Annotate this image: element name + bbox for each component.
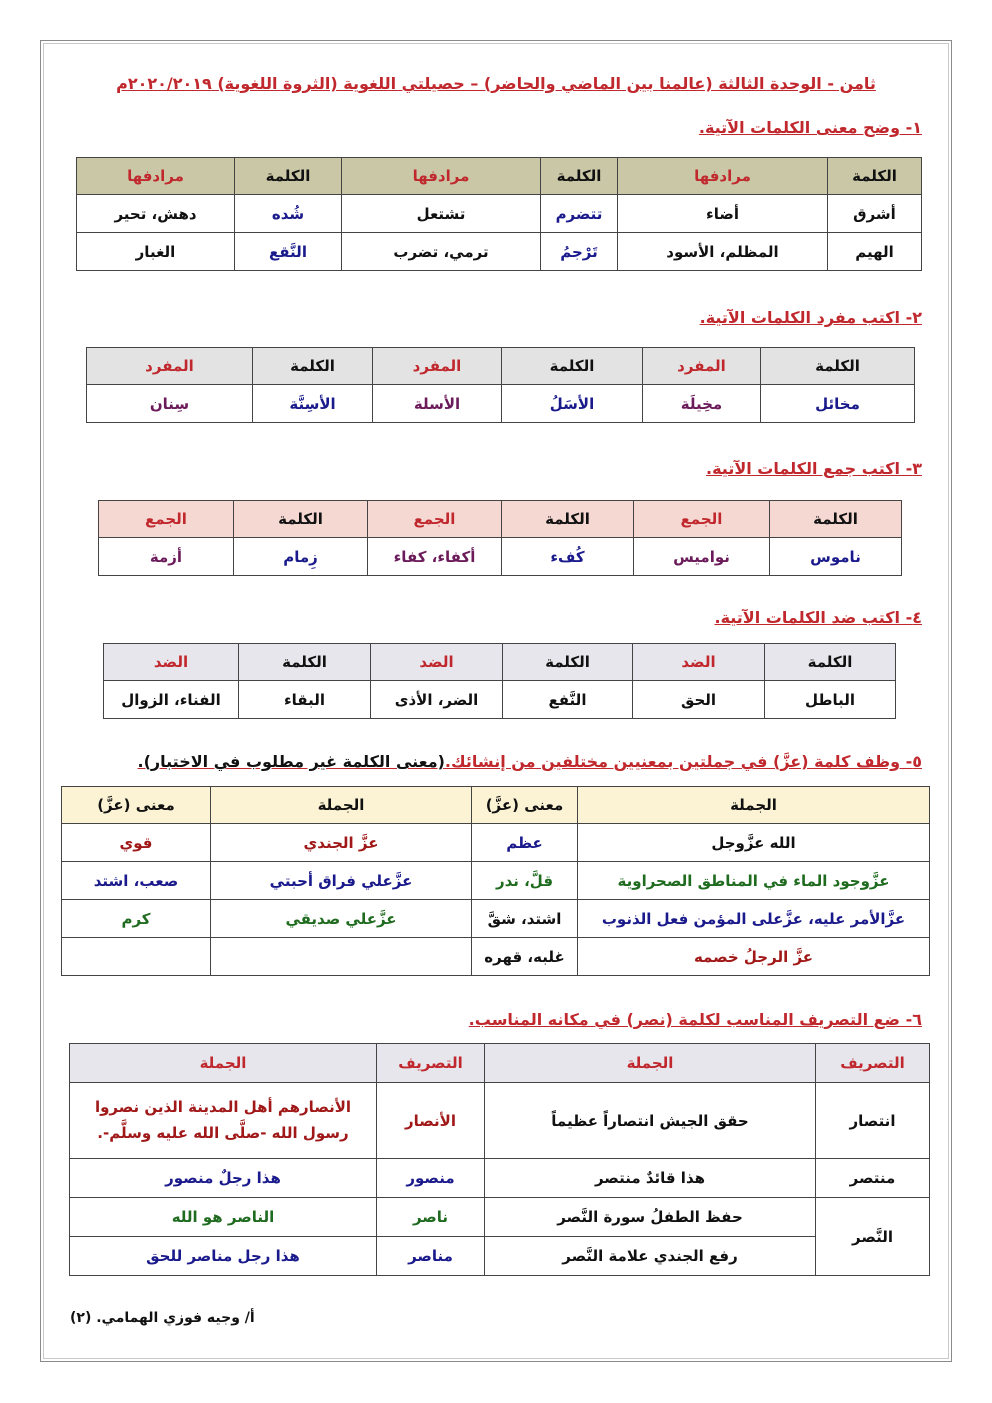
table-cell: هذا رجلٌ منصور	[70, 1159, 377, 1198]
table-cell: حقق الجيش انتصاراً عظيماً	[485, 1083, 816, 1159]
table-cell	[62, 938, 211, 976]
table-cell: الله عزَّوجل	[578, 824, 930, 862]
table-row	[77, 233, 922, 271]
table-cell: أكفاء، كفاء	[368, 538, 502, 576]
table-row	[87, 385, 915, 423]
header-cell: الجملة	[578, 787, 930, 824]
table-cell: عزَّوجود الماء في المناطق الصحراوية	[578, 862, 930, 900]
table-cell: أضاء	[618, 195, 828, 233]
header-cell: الجملة	[211, 787, 472, 824]
table-cell: صعب، اشتد	[62, 862, 211, 900]
header-cell: الجملة	[70, 1044, 377, 1083]
q5-heading-text: ٥- وظف كلمة (عزَّ) في جملتين بمعنيين مختلفين من إنشائك.	[444, 752, 922, 771]
table-cell: الحق	[633, 681, 765, 719]
table-cell: تَرْجمُ	[541, 233, 618, 271]
table-row	[70, 1159, 930, 1198]
q5-table	[61, 786, 930, 976]
footer-author: أ/ وجيه فوزي الهمامي. (٢)	[70, 1310, 255, 1326]
q5-heading	[138, 752, 922, 771]
table-row	[62, 862, 930, 900]
table-row	[104, 681, 896, 719]
table-cell: الهيم	[828, 233, 922, 271]
table-cell: مناصر	[377, 1237, 485, 1276]
table-cell: المظلم، الأسود	[618, 233, 828, 271]
table-cell: كُفء	[502, 538, 634, 576]
table-cell: عظم	[472, 824, 578, 862]
table-header-row	[62, 787, 930, 824]
table-cell: هذا قائدٌ منتصر	[485, 1159, 816, 1198]
table-cell: هذا رجل مناصر للحق	[70, 1237, 377, 1276]
q1-heading: ١- وضح معنى الكلمات الآتية.	[698, 118, 922, 137]
table-row	[62, 824, 930, 862]
table-cell: عزَّعلي فراق أحبتي	[211, 862, 472, 900]
table-row	[62, 900, 930, 938]
header-cell: مرادفها	[77, 158, 235, 195]
header-cell: الضد	[633, 644, 765, 681]
q4-heading: ٤- اكتب ضد الكلمات الآتية.	[714, 608, 922, 627]
table-cell: دهش، تحير	[77, 195, 235, 233]
header-cell: الجملة	[485, 1044, 816, 1083]
table-row	[99, 538, 902, 576]
table-cell: عزَّ الجندي	[211, 824, 472, 862]
table-cell: غلبه، قهره	[472, 938, 578, 976]
table-cell: النَّصر	[816, 1198, 930, 1276]
header-cell: الكلمة	[541, 158, 618, 195]
q5-note: (معنى الكلمة غير مطلوب في الاختبار).	[137, 752, 445, 771]
header-cell: المفرد	[643, 348, 761, 385]
header-cell: الكلمة	[235, 158, 342, 195]
table-cell: انتصار	[816, 1083, 930, 1159]
header-cell: الكلمة	[765, 644, 896, 681]
header-cell: مرادفها	[618, 158, 828, 195]
table-cell: الأسلة	[373, 385, 502, 423]
table-cell: تشتعل	[342, 195, 541, 233]
table-cell: الضر، الأذى	[371, 681, 503, 719]
header-cell: الجمع	[368, 501, 502, 538]
header-cell: الضد	[104, 644, 239, 681]
q2-table	[86, 347, 915, 423]
header-cell: الكلمة	[239, 644, 371, 681]
table-cell: عزَّالأمر عليه، عزَّعلى المؤمن فعل الذنوب	[578, 900, 930, 938]
table-cell: شُده	[235, 195, 342, 233]
header-cell: الجمع	[634, 501, 770, 538]
table-cell: النَّفع	[503, 681, 633, 719]
table-cell: الناصر هو الله	[70, 1198, 377, 1237]
header-cell: التصريف	[377, 1044, 485, 1083]
table-cell: منتصر	[816, 1159, 930, 1198]
table-header-row	[77, 158, 922, 195]
q1-table	[76, 157, 922, 271]
table-header-row	[70, 1044, 930, 1083]
q3-heading: ٣- اكتب جمع الكلمات الآتية.	[706, 459, 922, 478]
table-cell: نواميس	[634, 538, 770, 576]
header-cell: الكلمة	[253, 348, 373, 385]
table-cell: ترمي، تضرب	[342, 233, 541, 271]
header-cell: التصريف	[816, 1044, 930, 1083]
header-cell: مرادفها	[342, 158, 541, 195]
header-cell: معنى (عزَّ)	[472, 787, 578, 824]
table-cell: كرم	[62, 900, 211, 938]
table-cell: البقاء	[239, 681, 371, 719]
table-cell: ناصر	[377, 1198, 485, 1237]
header-cell: الكلمة	[502, 501, 634, 538]
table-cell: مخِيلَة	[643, 385, 761, 423]
table-cell: الأسِنَّة	[253, 385, 373, 423]
header-cell: الكلمة	[502, 348, 643, 385]
header-cell: الكلمة	[234, 501, 368, 538]
q6-table	[69, 1043, 930, 1276]
table-cell: قوي	[62, 824, 211, 862]
table-header-row	[104, 644, 896, 681]
table-cell: الفناء، الزوال	[104, 681, 239, 719]
header-cell: معنى (عزَّ)	[62, 787, 211, 824]
q6-heading: ٦- ضع التصريف المناسب لكلمة (نصر) في مكانه المناسب.	[468, 1010, 922, 1029]
table-cell: مخائل	[761, 385, 915, 423]
q2-heading: ٢- اكتب مفرد الكلمات الآتية.	[699, 308, 922, 327]
header-cell: الكلمة	[503, 644, 633, 681]
table-cell: حفظ الطفلُ سورة النَّصر	[485, 1198, 816, 1237]
table-cell: ناموس	[770, 538, 902, 576]
header-cell: المفرد	[87, 348, 253, 385]
table-cell: عزَّعلي صديقي	[211, 900, 472, 938]
table-cell: قلَّ، ندر	[472, 862, 578, 900]
table-cell: اشتد، شقَّ	[472, 900, 578, 938]
table-header-row	[87, 348, 915, 385]
table-row	[70, 1198, 930, 1237]
table-row	[77, 195, 922, 233]
table-cell: الأنصارهم أهل المدينة الذين نصروا رسول الله -صلَّى الله عليه وسلَّم-.	[70, 1083, 377, 1159]
table-row	[62, 938, 930, 976]
table-cell: رفع الجندي علامة النَّصر	[485, 1237, 816, 1276]
table-cell: أزمة	[99, 538, 234, 576]
header-cell: الجمع	[99, 501, 234, 538]
header-cell: الكلمة	[828, 158, 922, 195]
table-cell	[211, 938, 472, 976]
table-cell: منصور	[377, 1159, 485, 1198]
table-row	[70, 1237, 930, 1276]
table-row	[70, 1083, 930, 1159]
header-cell: الضد	[371, 644, 503, 681]
table-cell: الباطل	[765, 681, 896, 719]
table-cell: الغبار	[77, 233, 235, 271]
table-cell: الأسَلُ	[502, 385, 643, 423]
table-cell: تتضرم	[541, 195, 618, 233]
page-title: ثامن - الوحدة الثالثة (عالمنا بين الماضي والحاضر) – حصيلتي اللغوية (الثروة اللغوية) ٢٠٢٠/٢٠١٩م	[116, 74, 876, 93]
header-cell: الكلمة	[761, 348, 915, 385]
header-cell: الكلمة	[770, 501, 902, 538]
table-cell: أشرق	[828, 195, 922, 233]
table-cell: عزَّ الرجلُ خصمه	[578, 938, 930, 976]
table-cell: النَّقع	[235, 233, 342, 271]
header-cell: المفرد	[373, 348, 502, 385]
table-cell: زِمام	[234, 538, 368, 576]
table-cell: الأنصار	[377, 1083, 485, 1159]
q4-table	[103, 643, 896, 719]
table-cell: سِنان	[87, 385, 253, 423]
q3-table	[98, 500, 902, 576]
table-header-row	[99, 501, 902, 538]
